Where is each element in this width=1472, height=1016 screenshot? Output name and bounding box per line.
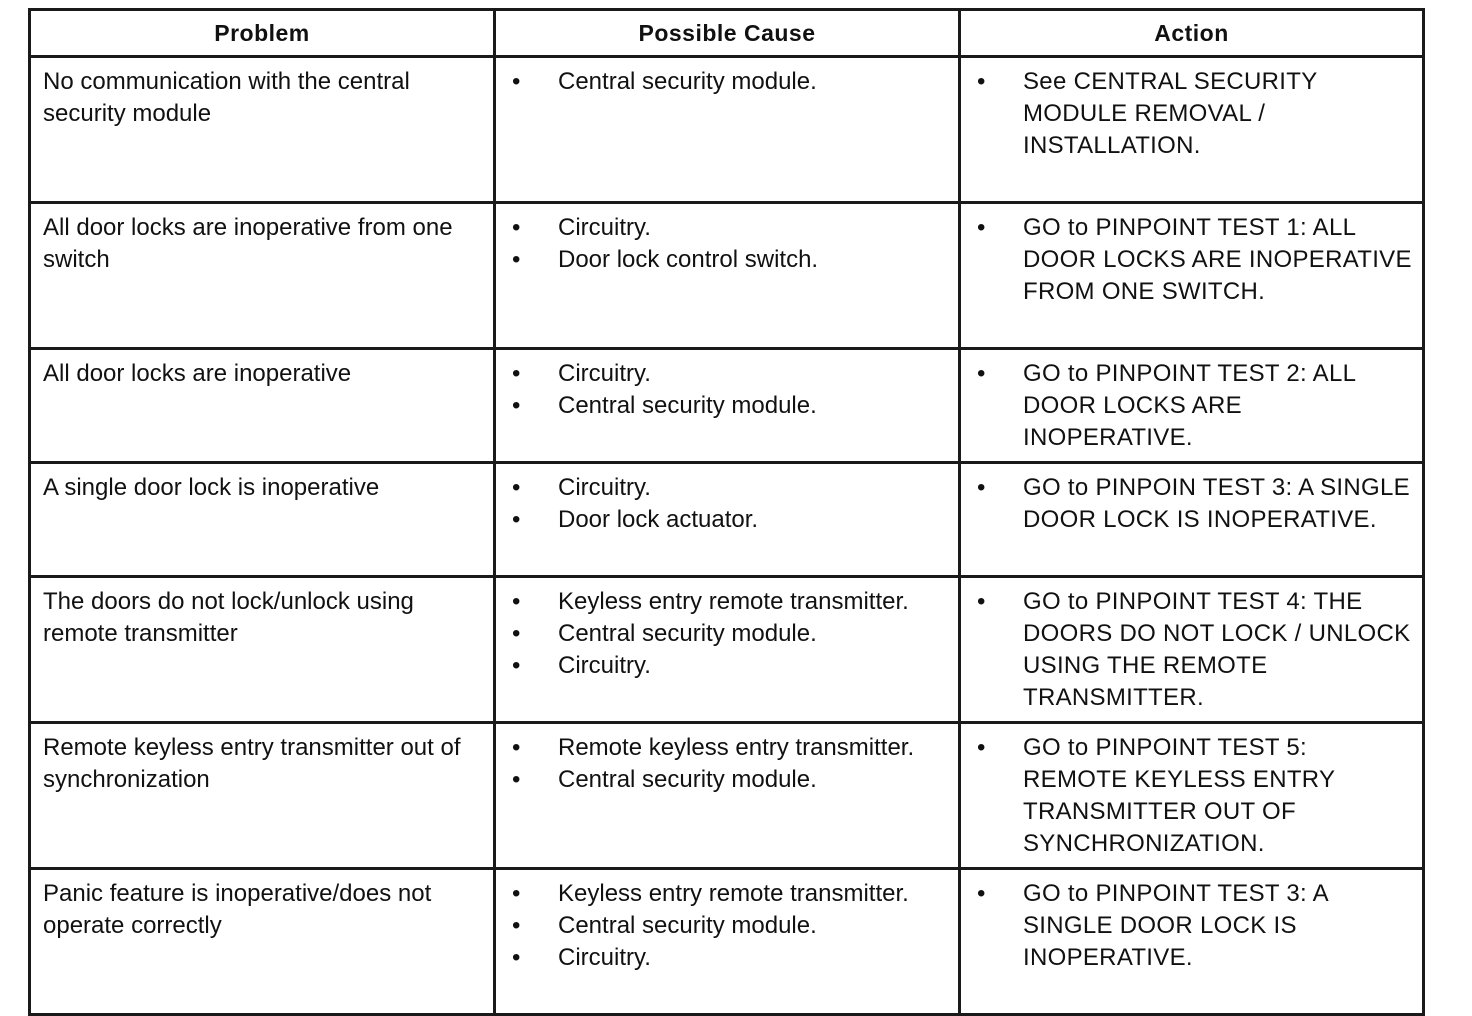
header-problem: Problem xyxy=(30,10,495,57)
bullet-icon: • xyxy=(977,474,986,501)
action-list xyxy=(961,358,1416,454)
cause-list xyxy=(496,878,952,974)
cause-text: Central security module. xyxy=(558,68,817,95)
table-row xyxy=(30,349,1424,463)
table-row xyxy=(30,869,1424,1015)
action-cell xyxy=(960,349,1424,463)
cause-list xyxy=(496,358,952,422)
cause-text: Circuitry. xyxy=(558,214,651,241)
cause-list xyxy=(496,472,952,536)
action-text: GO to PINPOINT TEST 4: THE DOORS DO NOT LOCK / UNLOCK USING THE REMOTE TRANSMITTER. xyxy=(1023,588,1411,711)
bullet-icon: • xyxy=(512,734,521,761)
cause-list xyxy=(496,212,952,276)
cause-list xyxy=(496,586,952,682)
cause-item xyxy=(496,358,952,390)
table-row xyxy=(30,463,1424,577)
cause-text: Circuitry. xyxy=(558,360,651,387)
action-item xyxy=(961,732,1416,860)
bullet-icon: • xyxy=(512,766,521,793)
action-item xyxy=(961,878,1416,974)
problem-cell: A single door lock is inoperative xyxy=(30,463,495,577)
bullet-icon: • xyxy=(512,588,521,615)
bullet-icon: • xyxy=(977,68,986,95)
problem-cell: Remote keyless entry transmitter out of synchronization xyxy=(30,723,495,869)
bullet-icon: • xyxy=(977,214,986,241)
possible-cause-cell xyxy=(495,203,960,349)
bullet-icon: • xyxy=(512,68,521,95)
bullet-icon: • xyxy=(977,360,986,387)
cause-text: Remote keyless entry transmitter. xyxy=(558,734,915,761)
possible-cause-cell xyxy=(495,869,960,1015)
action-text: GO to PINPOINT TEST 3: A SINGLE DOOR LOCK IS INOPERATIVE. xyxy=(1023,880,1328,971)
possible-cause-cell xyxy=(495,577,960,723)
bullet-icon: • xyxy=(977,880,986,907)
action-list xyxy=(961,878,1416,974)
problem-cell: No communication with the central security module xyxy=(30,57,495,203)
cause-text: Door lock control switch. xyxy=(558,246,819,273)
cause-item xyxy=(496,650,952,682)
action-text: GO to PINPOINT TEST 5: REMOTE KEYLESS ENTRY TRANSMITTER OUT OF SYNCHRONIZATION. xyxy=(1023,734,1335,857)
action-list xyxy=(961,212,1416,308)
action-list xyxy=(961,586,1416,714)
action-item xyxy=(961,66,1416,162)
cause-text: Central security module. xyxy=(558,766,817,793)
header-action: Action xyxy=(960,10,1424,57)
cause-item xyxy=(496,732,952,764)
cause-item xyxy=(496,472,952,504)
action-text: See CENTRAL SECURITY MODULE REMOVAL / INSTALLATION. xyxy=(1023,68,1318,159)
action-text: GO to PINPOIN TEST 3: A SINGLE DOOR LOCK IS INOPERATIVE. xyxy=(1023,474,1410,533)
possible-cause-cell xyxy=(495,349,960,463)
cause-text: Central security module. xyxy=(558,392,817,419)
bullet-icon: • xyxy=(512,360,521,387)
table-row xyxy=(30,577,1424,723)
cause-item xyxy=(496,910,952,942)
action-cell xyxy=(960,723,1424,869)
cause-item xyxy=(496,504,952,536)
action-list xyxy=(961,732,1416,860)
action-cell xyxy=(960,869,1424,1015)
action-text: GO to PINPOINT TEST 1: ALL DOOR LOCKS ARE INOPERATIVE FROM ONE SWITCH. xyxy=(1023,214,1412,305)
action-item xyxy=(961,212,1416,308)
cause-item xyxy=(496,764,952,796)
table-row xyxy=(30,203,1424,349)
cause-text: Central security module. xyxy=(558,912,817,939)
possible-cause-cell xyxy=(495,723,960,869)
action-item xyxy=(961,472,1416,536)
table-body xyxy=(30,57,1424,1015)
cause-item xyxy=(496,66,952,98)
cause-item xyxy=(496,878,952,910)
possible-cause-cell xyxy=(495,57,960,203)
bullet-icon: • xyxy=(977,588,986,615)
bullet-icon: • xyxy=(512,506,521,533)
action-cell xyxy=(960,463,1424,577)
cause-text: Circuitry. xyxy=(558,474,651,501)
cause-item xyxy=(496,390,952,422)
action-cell xyxy=(960,57,1424,203)
bullet-icon: • xyxy=(512,474,521,501)
cause-text: Circuitry. xyxy=(558,652,651,679)
cause-item xyxy=(496,244,952,276)
bullet-icon: • xyxy=(977,734,986,761)
action-item xyxy=(961,358,1416,454)
header-row xyxy=(30,10,1424,57)
cause-item xyxy=(496,586,952,618)
cause-text: Keyless entry remote transmitter. xyxy=(558,880,909,907)
cause-item xyxy=(496,212,952,244)
bullet-icon: • xyxy=(512,944,521,971)
bullet-icon: • xyxy=(512,620,521,647)
cause-list xyxy=(496,66,952,98)
action-list xyxy=(961,472,1416,536)
problem-cell: The doors do not lock/unlock using remote transmitter xyxy=(30,577,495,723)
problem-cell: All door locks are inoperative xyxy=(30,349,495,463)
table-row xyxy=(30,723,1424,869)
action-cell xyxy=(960,203,1424,349)
cause-text: Keyless entry remote transmitter. xyxy=(558,588,909,615)
action-text: GO to PINPOINT TEST 2: ALL DOOR LOCKS ARE INOPERATIVE. xyxy=(1023,360,1356,451)
possible-cause-cell xyxy=(495,463,960,577)
action-item xyxy=(961,586,1416,714)
bullet-icon: • xyxy=(512,392,521,419)
cause-text: Circuitry. xyxy=(558,944,651,971)
bullet-icon: • xyxy=(512,214,521,241)
cause-text: Central security module. xyxy=(558,620,817,647)
cause-item xyxy=(496,942,952,974)
cause-item xyxy=(496,618,952,650)
diagnostic-table xyxy=(28,8,1425,1016)
problem-cell: All door locks are inoperative from one switch xyxy=(30,203,495,349)
bullet-icon: • xyxy=(512,246,521,273)
problem-cell: Panic feature is inoperative/does not operate correctly xyxy=(30,869,495,1015)
bullet-icon: • xyxy=(512,880,521,907)
bullet-icon: • xyxy=(512,652,521,679)
cause-list xyxy=(496,732,952,796)
table-row xyxy=(30,57,1424,203)
action-list xyxy=(961,66,1416,162)
action-cell xyxy=(960,577,1424,723)
header-possible-cause: Possible Cause xyxy=(495,10,960,57)
cause-text: Door lock actuator. xyxy=(558,506,759,533)
bullet-icon: • xyxy=(512,912,521,939)
